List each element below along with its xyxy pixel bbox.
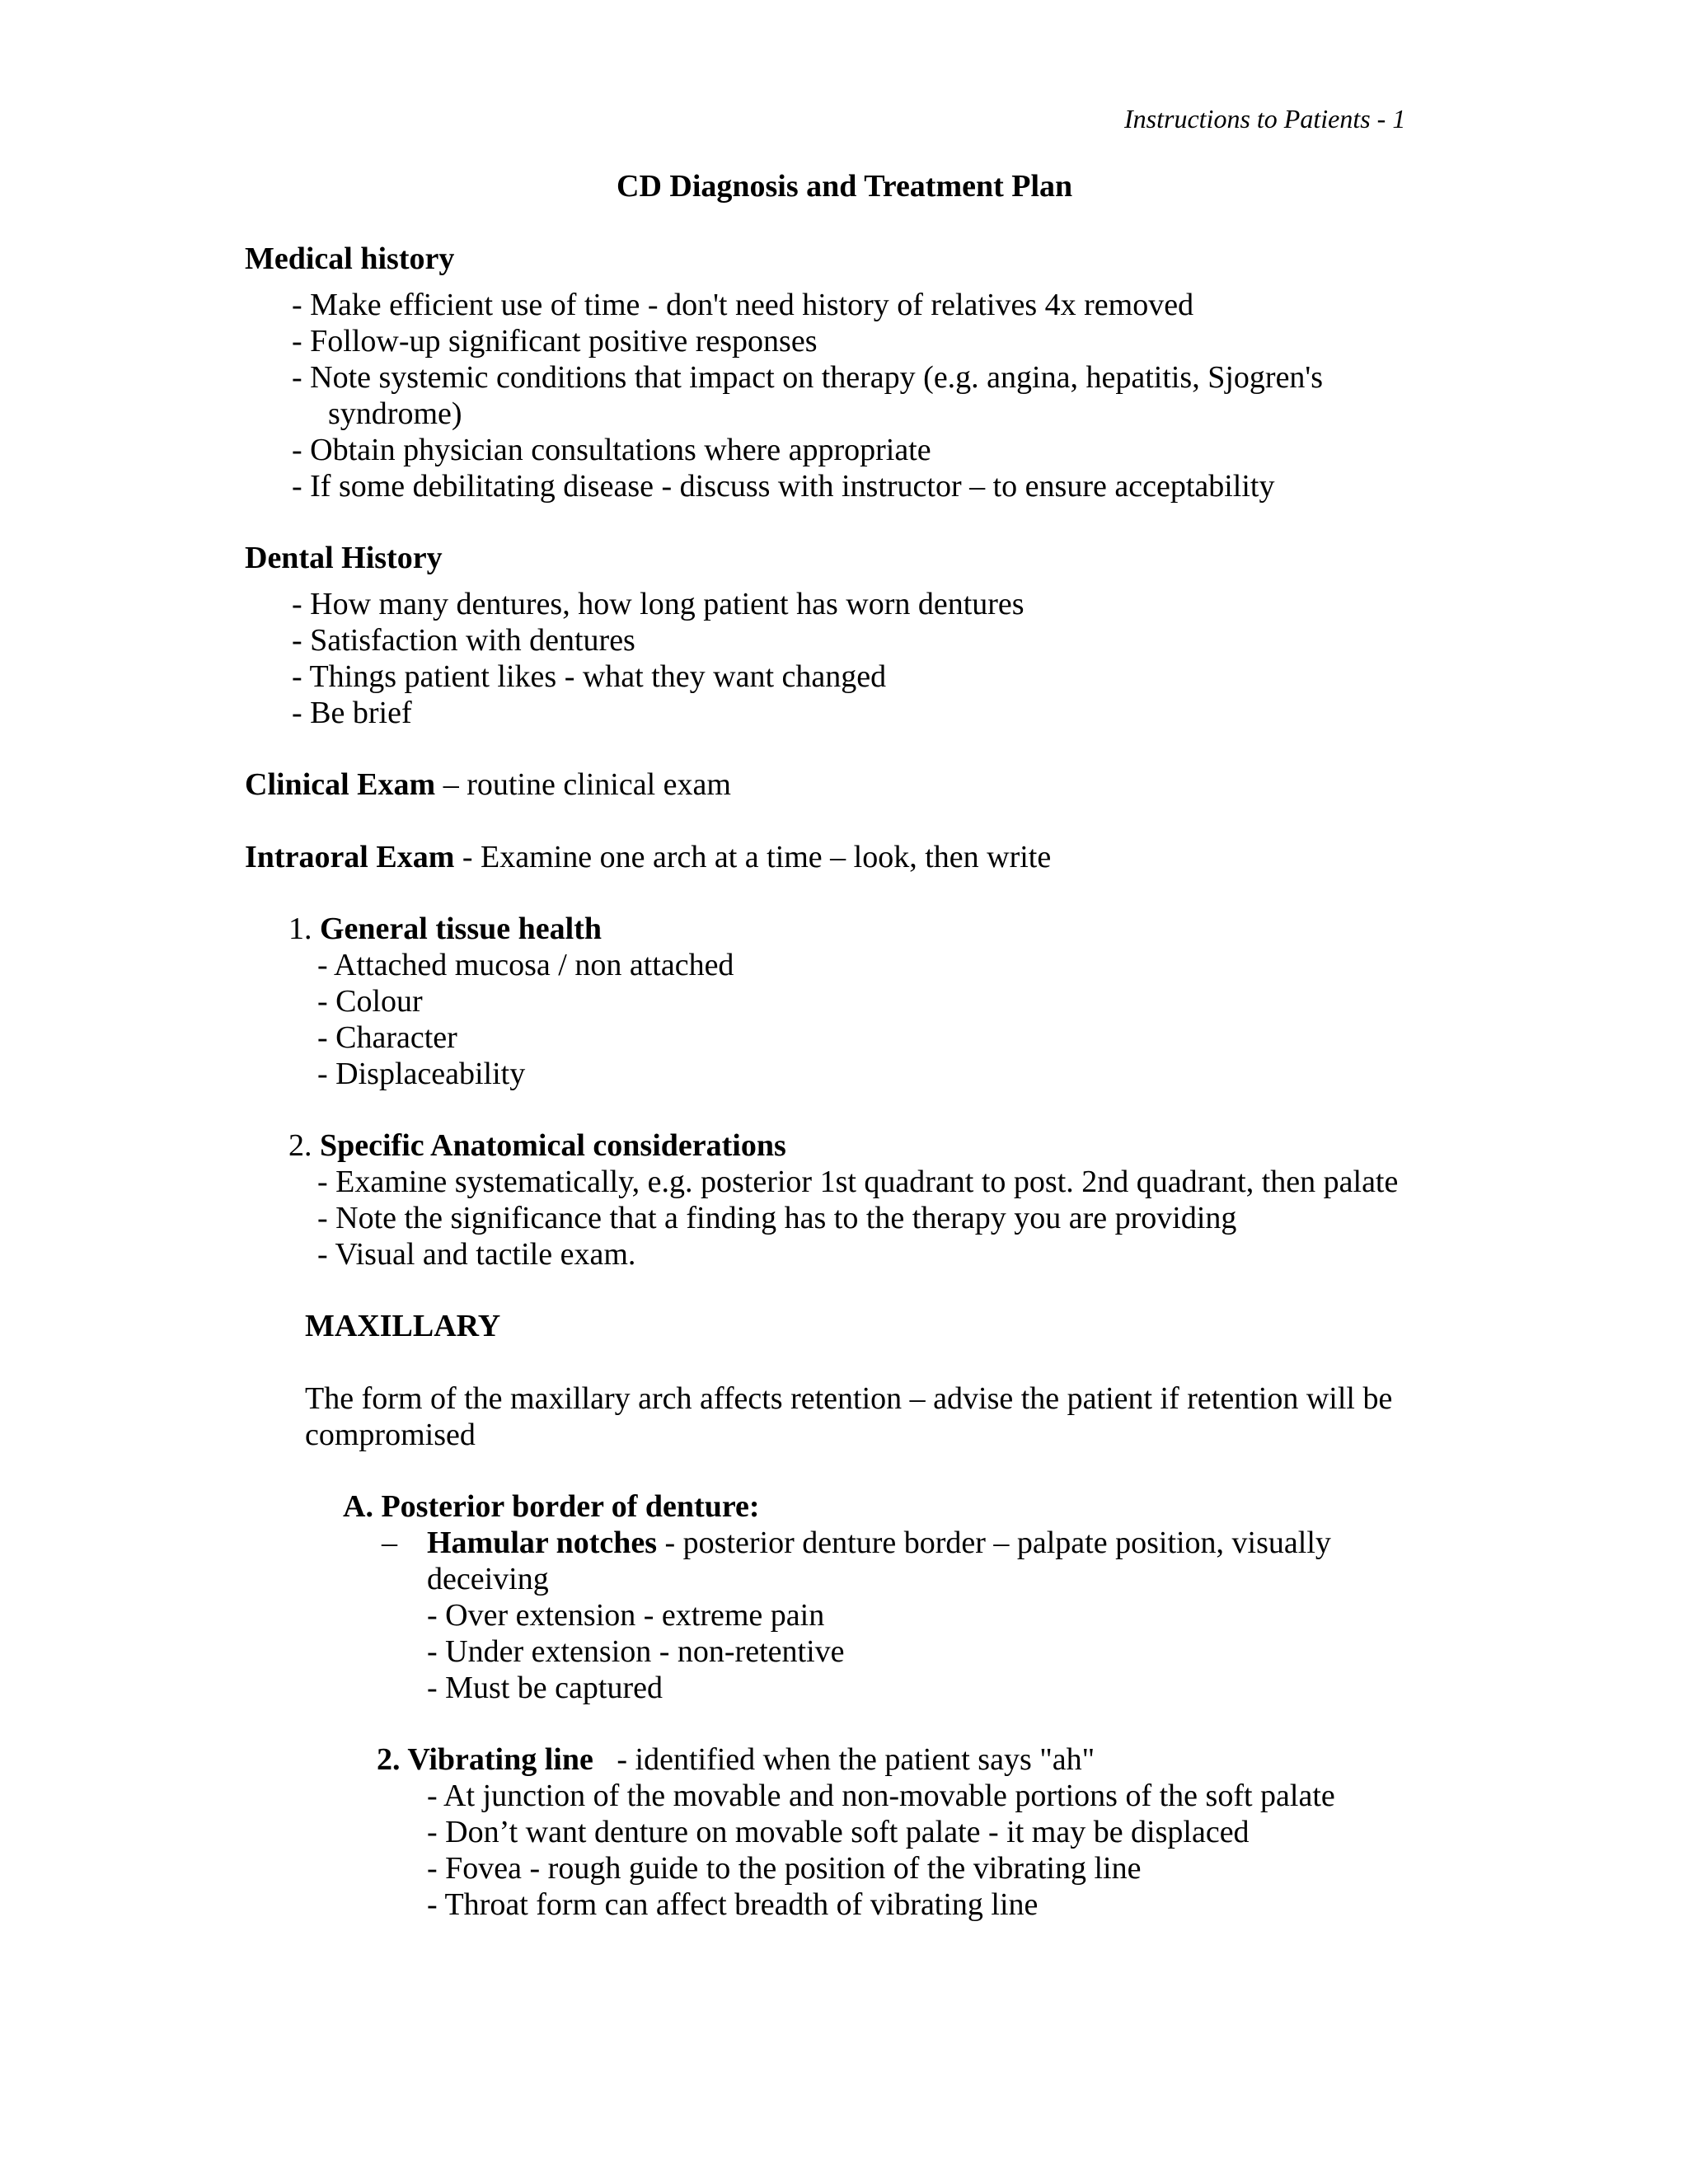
running-header: Instructions to Patients - 1	[1124, 104, 1406, 134]
general-tissue-item: - Displaceability	[317, 1057, 526, 1091]
general-tissue-heading: General tissue health	[320, 912, 602, 946]
posterior-border-heading: A. Posterior border of denture:	[343, 1489, 760, 1524]
vibrating-line-heading: 2. Vibrating line	[377, 1742, 593, 1777]
vibrating-line-text: - identified when the patient says "ah"	[593, 1742, 1095, 1777]
intraoral-exam-text: - Examine one arch at a time – look, then write	[454, 840, 1052, 874]
dental-history-item: - Be brief	[292, 696, 412, 730]
anatomical-item: - Visual and tactile exam.	[317, 1237, 636, 1272]
medical-history-item: - Note systemic conditions that impact on therapy (e.g. angina, hepatitis, Sjogren's	[292, 360, 1324, 395]
medical-history-item: - Make efficient use of time - don't need history of relatives 4x removed	[292, 288, 1194, 322]
anatomical-item: - Examine systematically, e.g. posterior 1st quadrant to post. 2nd quadrant, then palate	[317, 1165, 1399, 1199]
vibrating-line-item: - Throat form can affect breadth of vibrating line	[427, 1887, 1039, 1922]
clinical-exam-line	[245, 766, 731, 803]
vibrating-line-item: - Don’t want denture on movable soft palate - it may be displaced	[427, 1815, 1250, 1849]
intraoral-exam-heading: Intraoral Exam	[245, 840, 455, 874]
anatomical-item: - Note the significance that a finding has to the therapy you are providing	[317, 1201, 1237, 1235]
document-title: CD Diagnosis and Treatment Plan	[617, 169, 1073, 204]
hamular-notches-continuation: deceiving	[427, 1562, 549, 1596]
maxillary-heading: MAXILLARY	[305, 1309, 501, 1343]
dental-history-item: - How many dentures, how long patient has worn dentures	[292, 587, 1025, 621]
dental-history-item: - Satisfaction with dentures	[292, 623, 635, 658]
general-tissue-line	[288, 911, 602, 947]
hamular-notches-line	[427, 1525, 1331, 1561]
medical-history-item: - Obtain physician consultations where appropriate	[292, 433, 931, 467]
posterior-border-item: - Under extension - non-retentive	[427, 1634, 845, 1669]
clinical-exam-heading: Clinical Exam	[245, 767, 436, 802]
posterior-border-item: - Over extension - extreme pain	[427, 1598, 825, 1633]
vibrating-line-line	[377, 1741, 1095, 1778]
clinical-exam-text: – routine clinical exam	[435, 767, 731, 802]
vibrating-line-item: - At junction of the movable and non-movable portions of the soft palate	[427, 1779, 1335, 1813]
medical-history-item: - Follow-up significant positive responses	[292, 324, 818, 359]
medical-history-heading: Medical history	[245, 241, 455, 276]
hamular-notches-heading: Hamular notches	[427, 1526, 658, 1560]
anatomical-heading: Specific Anatomical considerations	[320, 1128, 786, 1163]
intraoral-exam-line	[245, 839, 1051, 875]
maxillary-paragraph-line: The form of the maxillary arch affects retention – advise the patient if retention will be	[305, 1381, 1393, 1416]
hamular-notches-dash: –	[382, 1526, 397, 1560]
dental-history-item: - Things patient likes - what they want changed	[292, 659, 887, 694]
maxillary-paragraph-line: compromised	[305, 1418, 476, 1452]
dental-history-heading: Dental History	[245, 541, 443, 575]
general-tissue-item: - Attached mucosa / non attached	[317, 948, 734, 982]
anatomical-number: 2.	[288, 1128, 320, 1163]
general-tissue-number: 1.	[288, 912, 320, 946]
medical-history-item: - If some debilitating disease - discuss with instructor – to ensure acceptability	[292, 469, 1275, 504]
posterior-border-item: - Must be captured	[427, 1671, 663, 1705]
general-tissue-item: - Colour	[317, 984, 423, 1019]
general-tissue-item: - Character	[317, 1020, 457, 1055]
hamular-notches-text: - posterior denture border – palpate position, visually	[657, 1526, 1331, 1560]
medical-history-item-continuation: syndrome)	[328, 396, 462, 431]
vibrating-line-item: - Fovea - rough guide to the position of the vibrating line	[427, 1851, 1142, 1886]
anatomical-line	[288, 1127, 786, 1164]
